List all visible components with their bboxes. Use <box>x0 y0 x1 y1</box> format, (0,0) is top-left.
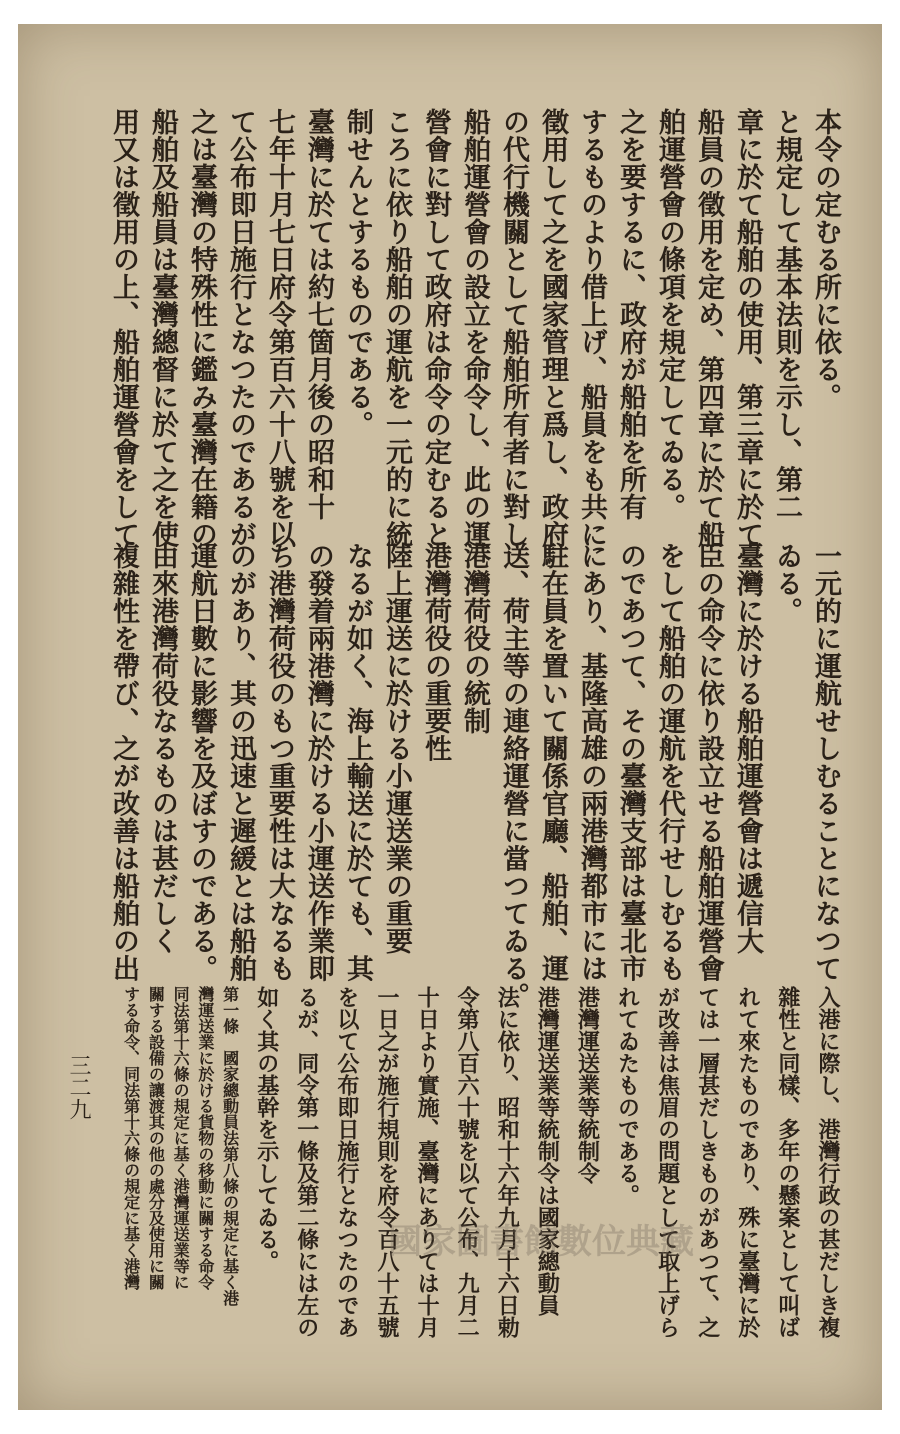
law-article-column: 同法第十六條の規定に基く港灣運送業等に <box>171 986 191 1290</box>
text-column: が改善は焦眉の問題として取上げら <box>654 986 681 1338</box>
text-column: 如く其の基幹を示してゐる。 <box>253 986 280 1272</box>
text-column: と規定して基本法則を示し、第二 <box>771 108 802 521</box>
text-column: 七年十月七日府令第百六十八號を以 <box>264 108 295 548</box>
law-article-column: 灣運送業に於ける貨物の移動に關する命令 <box>195 986 215 1290</box>
text-column: 本令の定むる所に依る。 <box>810 108 841 411</box>
text-column: のであつて、その臺灣支部は臺北市 <box>615 542 646 982</box>
upper-text-block <box>108 108 841 548</box>
text-column: 船舶運營會の設立を命令し、此の運 <box>459 108 490 548</box>
text-column: れてゐたものである。 <box>614 986 641 1206</box>
text-column: 一元的に運航せしむることになつて <box>810 542 841 982</box>
subsection-heading: 港灣荷役の重要性 <box>420 542 451 762</box>
text-column: をして船舶の運航を代行せしむるも <box>654 542 685 982</box>
text-column: 送、荷主等の連絡運營に當つてゐる。 <box>498 542 529 1010</box>
text-column: ゐる。 <box>771 542 802 625</box>
text-column: ころに依り船舶の運航を一元的に統 <box>381 108 412 548</box>
text-column: の發着兩港灣に於ける小運送作業即 <box>303 542 334 982</box>
text-column: 之を要するに、政府が船舶を所有 <box>615 108 646 521</box>
text-column: 臣の命令に依り設立せる船舶運營會 <box>693 542 724 982</box>
law-article-column: 第一條 國家總動員法第八條の規定に基く港 <box>220 986 240 1306</box>
text-column: 之は臺灣の特殊性に鑑み臺灣在籍の <box>186 108 217 548</box>
middle-text-block <box>108 542 841 1010</box>
text-column: 運航日數に影響を及ぼすのである。 <box>186 542 217 982</box>
text-column: 一日之が施行規則を府令百八十五號 <box>373 986 400 1338</box>
text-column: 十日より實施、臺灣にありては十月 <box>414 986 441 1338</box>
law-article-column: する命令、同法第十六條の規定に基く港灣 <box>121 986 141 1290</box>
text-column: るが、同令第一條及第二條には左の <box>293 986 320 1338</box>
text-column: 舶運營會の條項を規定してゐる。 <box>654 108 685 521</box>
text-column: 令第八百六十號を以て公布、九月二 <box>454 986 481 1338</box>
text-column: れて來たものであり、殊に臺灣に於 <box>734 986 761 1338</box>
text-column: 營會に對して政府は命令の定むると <box>420 108 451 548</box>
text-column: のがあり、其の迅速と遲緩とは船舶 <box>225 542 256 982</box>
text-column: て公布即日施行となつたのであるが <box>225 108 256 548</box>
section-heading: 港灣荷役の統制 <box>459 542 490 735</box>
text-column: 港灣運送業等統制令は國家總動員 <box>534 986 561 1316</box>
text-column: 由來港灣荷役なるものは甚だしく <box>147 542 178 955</box>
lower-text-block <box>114 986 841 1338</box>
text-column: ては一層甚だしきものがあつて、之 <box>694 986 721 1338</box>
text-column: 駐在員を置いて關係官廳、船舶、運 <box>537 542 568 982</box>
text-column: 雜性と同樣、多年の懸案として叫ば <box>774 986 801 1338</box>
text-column: 法に依り、昭和十六年九月十六日勅 <box>494 986 521 1338</box>
text-column: 臺灣に於ては約七箇月後の昭和十 <box>303 108 334 521</box>
text-column: 制せんとするものである。 <box>342 108 373 438</box>
text-column: 複雜性を帶び、之が改善は船舶の出 <box>108 542 139 982</box>
text-column: するものより借上げ、船員をも共に <box>576 108 607 548</box>
document-page <box>18 24 882 1410</box>
page-number: 三二九 <box>66 1054 91 1120</box>
text-column: 陸上運送に於ける小運送業の重要 <box>381 542 412 955</box>
text-column: の代行機關として船舶所有者に對し <box>498 108 529 548</box>
text-column: 船員の徵用を定め、第四章に於て船 <box>693 108 724 548</box>
text-column: ち港灣荷役のもつ重要性は大なるも <box>264 542 295 982</box>
subsection-heading: 港灣運送業等統制令 <box>574 986 601 1184</box>
text-column: を以て公布即日施行となつたのであ <box>333 986 360 1338</box>
text-column: 臺灣に於ける船舶運營會は遞信大 <box>732 542 763 955</box>
text-column: 徵用して之を國家管理と爲し、政府 <box>537 108 568 548</box>
text-column: なるが如く、海上輸送に於ても、其 <box>342 542 373 982</box>
library-watermark: 國家圖書館數位典藏 <box>388 1222 694 1262</box>
text-column: 船舶及船員は臺灣總督に於て之を使 <box>147 108 178 548</box>
text-column: 入港に際し、港灣行政の甚だしき複 <box>815 986 841 1338</box>
text-column: 章に於て船舶の使用、第三章に於て <box>732 108 763 548</box>
law-article-column: 關する設備の讓渡其の他の處分及使用に關 <box>146 986 166 1290</box>
text-column: にあり、基隆高雄の兩港灣都市には <box>576 542 607 982</box>
text-column: 用又は徵用の上、船舶運營會をして <box>108 108 139 548</box>
